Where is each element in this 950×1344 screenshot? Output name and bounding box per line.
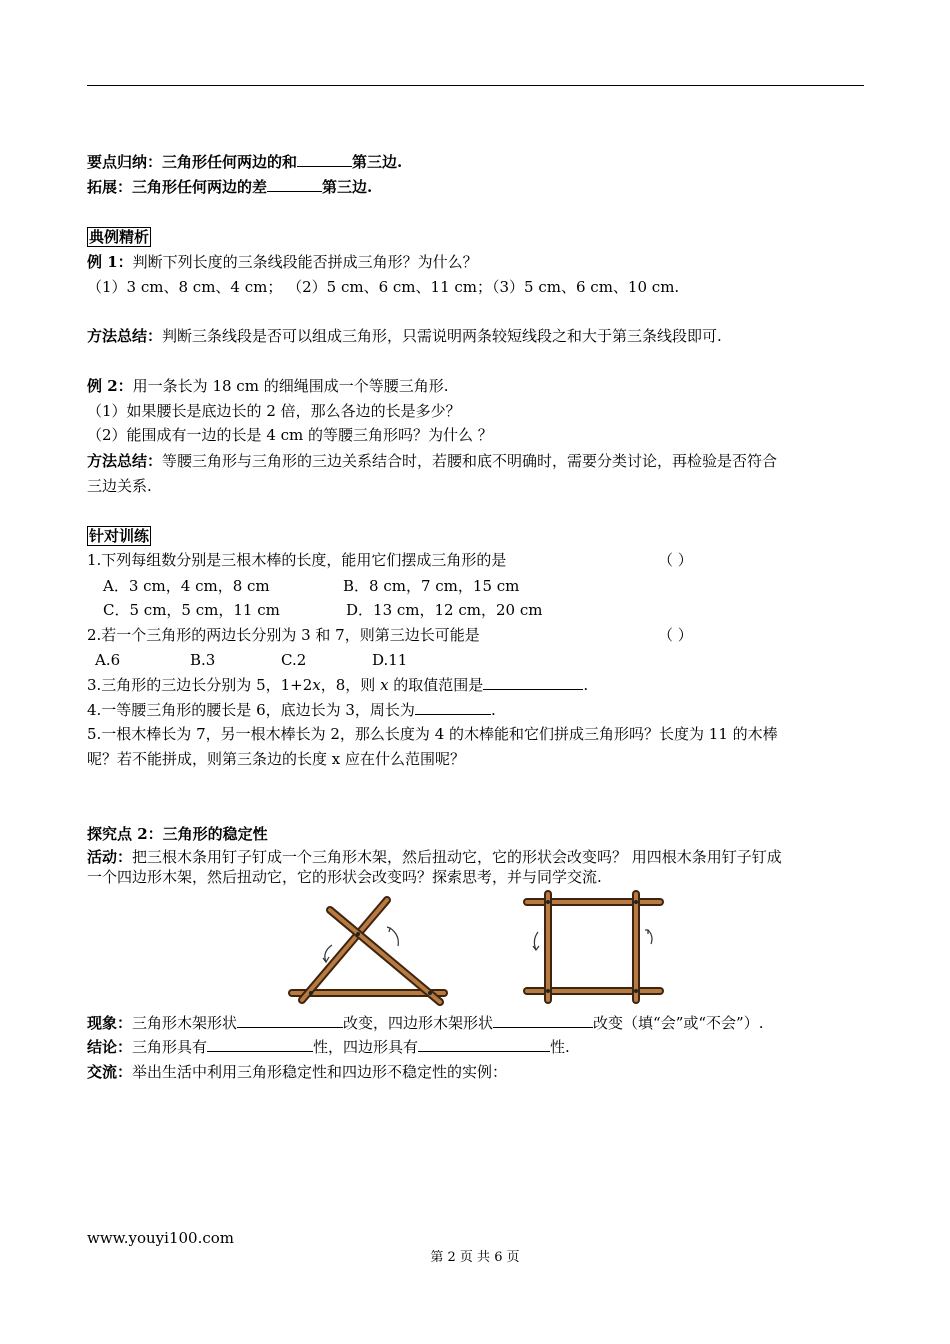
answer-blank[interactable] (493, 1012, 593, 1028)
summary-line-1: 要点归纳：三角形任何两边的和 第三边. (87, 153, 403, 171)
example-2-question: 例 2：用一条长为 18 cm 的细绳围成一个等腰三角形. (87, 377, 449, 395)
wooden-frames-figure (280, 890, 680, 1010)
quadrilateral-frame (527, 894, 660, 1000)
answer-blank[interactable] (297, 151, 352, 167)
example-1-question: 例 1：判断下列长度的三条线段能否拼成三角形？为什么？ (87, 253, 478, 271)
example-2-sub-2: （2）能围成有一边的长是 4 cm 的等腰三角形吗？为什么 ？ (87, 426, 493, 444)
exchange-line: 交流：举出生活中利用三角形稳定性和四边形不稳定性的实例： (87, 1063, 508, 1081)
example-2-method: 方法总结：等腰三角形与三角形的三边关系结合时，若腰和底不明确时，需要分类讨论，再检验是否符合 (87, 452, 778, 470)
q1-option-a: A．3 cm，4 cm，8 cm (103, 577, 270, 595)
explore-title: 探究点 2：三角形的稳定性 (87, 825, 268, 843)
conclusion-line: 结论：三角形具有 性，四边形具有 性. (87, 1038, 570, 1056)
q2-option-c: C.2 (281, 651, 307, 669)
answer-blank[interactable] (483, 674, 583, 690)
activity-line-2: 一个四边形木架，然后扭动它，它的形状会改变吗？探索思考，并与同学交流. (87, 868, 602, 886)
example-1-method: 方法总结：判断三条线段是否可以组成三角形，只需说明两条较短线段之和大于第三条线段即可. (87, 327, 722, 345)
training-q5: 5.一根木棒长为 7，另一根木棒长为 2，那么长度为 4 的木棒能和它们拼成三角形吗？长度为 11 的木棒 (87, 725, 778, 743)
triangle-frame (292, 900, 444, 1002)
phenomenon-line: 现象：三角形木架形状 改变，四边形木架形状 改变（填“会”或“不会”）. (87, 1014, 764, 1032)
activity-line-1: 活动：把三根木条用钉子钉成一个三角形木架，然后扭动它，它的形状会改变吗？ 用四根木条用钉子钉成 (87, 848, 782, 866)
answer-paren-q1[interactable]: （ ） (658, 551, 693, 569)
example-2-method-cont: 三边关系. (87, 477, 152, 495)
answer-blank[interactable] (207, 1036, 313, 1052)
training-q4: 4.一等腰三角形的腰长是 6，底边长为 3，周长为 . (87, 701, 496, 719)
section-header-examples: 典例精析 (89, 228, 150, 246)
answer-blank[interactable] (237, 1012, 343, 1028)
q1-option-b: B．8 cm，7 cm，15 cm (343, 577, 520, 595)
q1-option-c: C．5 cm，5 cm，11 cm (103, 601, 280, 619)
rotate-arrow-icon (325, 945, 332, 962)
header-rule (87, 85, 864, 86)
example-2-sub-1: （1）如果腰长是底边长的 2 倍，那么各边的长是多少？ (87, 402, 461, 420)
q2-option-a: A.6 (95, 651, 121, 669)
example-1-options: （1）3 cm、8 cm、4 cm； （2）5 cm、6 cm、11 cm；（3）5 cm、6 cm、10 cm. (87, 278, 680, 296)
q2-option-b: B.3 (190, 651, 216, 669)
answer-blank[interactable] (415, 699, 491, 715)
q2-option-d: D.11 (372, 651, 408, 669)
training-q1: 1.下列每组数分别是三根木棒的长度，能用它们摆成三角形的是 (87, 551, 507, 569)
summary-label: 要点归纳： (87, 153, 163, 171)
answer-blank[interactable] (267, 176, 322, 192)
training-q5-cont: 呢？若不能拼成，则第三条边的长度 x 应在什么范围呢？ (87, 750, 465, 768)
summary-line-2: 拓展：三角形任何两边的差 第三边. (87, 178, 373, 196)
answer-paren-q2[interactable]: （ ） (658, 626, 693, 644)
footer-website[interactable]: www.youyi100.com (87, 1229, 234, 1247)
training-q2: 2.若一个三角形的两边长分别为 3 和 7，则第三边长可能是 (87, 626, 480, 644)
q1-option-d: D．13 cm，12 cm，20 cm (346, 601, 543, 619)
training-q3: 3.三角形的三边长分别为 5，1+2x，8，则 x 的取值范围是 . (87, 676, 589, 694)
section-header-training: 针对训练 (89, 527, 150, 545)
footer-page-number: 第 2 页 共 6 页 (430, 1250, 520, 1265)
answer-blank[interactable] (418, 1036, 550, 1052)
rotate-arrow-icon (390, 928, 398, 946)
extension-label: 拓展： (87, 178, 133, 196)
